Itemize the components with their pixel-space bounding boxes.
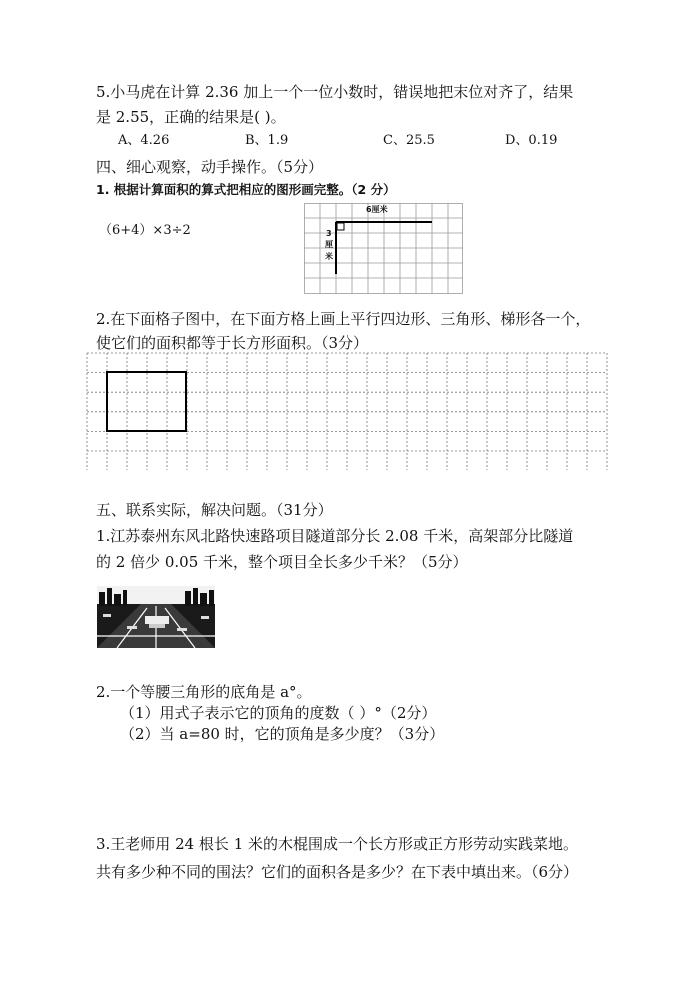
label-6cm: 6厘米 <box>366 205 388 214</box>
label-3cm-unit2: 米 <box>325 252 333 261</box>
section5-title: 五、联系实际，解决问题。（31分） <box>96 501 333 519</box>
s5-q2-sub1: （1）用式子表示它的顶角的度数（ ）°（2分） <box>120 704 437 722</box>
s5-q3-line2: 共有多少种不同的围法？它们的面积各是多少？在下表中填出来。（6分） <box>96 863 579 881</box>
large-grid <box>86 352 610 470</box>
right-angle-mark <box>337 223 344 230</box>
q5-line1: 5.小马虎在计算 2.36 加上一个一位小数时，错误地把末位对齐了，结果 <box>96 83 574 101</box>
s5-q1-line2: 的 2 倍少 0.05 千米，整个项目全长多少千米？（5分） <box>96 553 468 571</box>
s5-q2-sub2: （2）当 a=80 时，它的顶角是多少度？（3分） <box>120 725 445 743</box>
q5-line2: 是 2.55，正确的结果是( )。 <box>96 108 286 126</box>
s4-q2-line2: 使它们的面积都等于长方形面积。（3分） <box>96 334 369 352</box>
q5-option-b: B、1.9 <box>245 133 289 148</box>
q5-option-d: D、0.19 <box>505 133 558 148</box>
highway-photo <box>97 586 215 648</box>
given-rectangle <box>107 372 186 431</box>
label-3cm-digit: 3 <box>326 229 332 238</box>
s5-q2-line1: 2.一个等腰三角形的底角是 a°。 <box>96 683 312 701</box>
s5-q1-line1: 1.江苏泰州东风北路快速路项目隧道部分长 2.08 千米，高架部分比隧道 <box>96 527 574 545</box>
q5-option-c: C、25.5 <box>383 133 435 148</box>
label-3cm-unit1: 厘 <box>325 240 333 249</box>
s4-q2-line1: 2.在下面格子图中，在下面方格上画上平行四边形、三角形、梯形各一个， <box>96 310 591 328</box>
s4-q1-formula: （6+4）×3÷2 <box>99 223 191 238</box>
section4-title: 四、细心观察，动手操作。（5分） <box>96 158 324 176</box>
q5-option-a: A、4.26 <box>118 133 170 148</box>
s5-q3-line1: 3.王老师用 24 根长 1 米的木棍围成一个长方形或正方形劳动实践菜地。 <box>96 835 579 853</box>
s4-q1-text: 1. 根据计算面积的算式把相应的图形画完整。（2 分） <box>96 182 396 197</box>
